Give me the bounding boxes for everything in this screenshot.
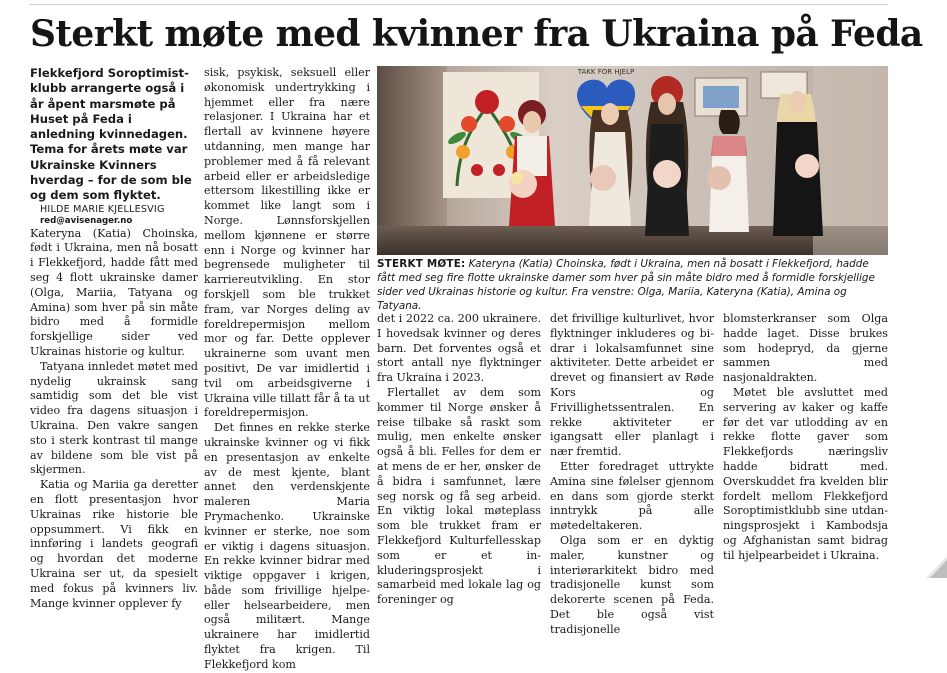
article-column-3 [377, 312, 541, 607]
body-paragraph: sisk, psykisk, seksuell eller økonomisk undertrykking i hjemmet eller fra nære relasjoner. I Ukraina har et flertall av kvinnene høyere utdanning, men mange har problemer med å få relevant arbeid eller er arbeidsledige ettersom likestilling ikke er kommet like langt som i Norge. Lønnsforskjellen mellom kjønnene er større enn i Norge og kvinner har begrensede muligheter til karriereutvikling. En stor forskjell som ble trukket fram, var Norges deling av foreldrepermisjon mellom mor og far. Dette opplever ukrainerne som uvant men positivt, De var imidlertid i tvil om arbeidsgiverne i Ukraina ville tillatt får å ta ut foreldrepermisjon. [204, 66, 370, 420]
body-paragraph: Møtet ble avsluttet med servering av kaker og kaffe før det var utlodding av en rekke flotte gaver som Flekkefjords næringsliv hadde bidratt med. Overskuddet fra kvelden blir fordelt mellom Flekkefjord Soroptimistklubb sine utdanningsprosjekt i Kambodsja og Afghanistan samt bidrag til hjelpearbeidet i Ukraina. [723, 385, 888, 562]
byline-email[interactable]: red@avisenager.no [40, 215, 133, 226]
stage-photo-illustration [377, 66, 888, 255]
column-1-body [30, 227, 198, 612]
heart-sign-text: TAKK FOR HJELP [577, 68, 635, 76]
top-rule [30, 4, 888, 5]
body-paragraph: Tatyana innledet møtet med nydelig ukrainsk sang samtidig som det ble vist video fra dagens situasjon i Ukraina. Den vakre sangen sto i sterk kontrast til mange av bildene som ble vist på skjermen. [30, 359, 198, 477]
body-paragraph: det frivillige kulturlivet, hvor flyktninger inkluderes og bidrar i lokalsamfunnet sine aktiviteter. Dette arbeidet er drevet og finansiert av Røde Kors og Frivillighetssentralen. En rekke aktiviteter er igangsatt eller planlagt i nær fremtid. [550, 312, 714, 459]
body-paragraph: det i 2022 ca. 200 ukrainere. I hovedsak kvinner og deres barn. Det forventes også et stort antall nye flyktninger fra Ukraina i 2023. [377, 312, 541, 385]
headline: Sterkt møte med kvinner fra Ukraina på Feda [30, 13, 923, 55]
body-paragraph: Det finnes en rekke sterke ukrainske kvinner og vi fikk en presentasjon av enkelte av de mest kjente, blant annet den verdenskjente maleren Maria Prymachenko. Ukrainske kvinner er sterke, noe som er viktig i dagens situasjon. En rekke kvinner bidrar med viktige oppgaver i krigen, både som frivillige hjelpe- eller helsearbeidere, men også militært. Mange ukrainere har imidlertid flyktet fra krigen. Til Flekkefjord kom [204, 421, 370, 671]
article-column-2 [204, 66, 370, 671]
body-paragraph: Katia og Mariia ga deretter en flott presentasjon hvor Ukrainas rike historie ble oppsummert. Vi fikk en innføring i landets geografi og hvordan det moderne Ukraina ser ut, da spesielt med fokus på kvinners liv. Mange kvinner opplever fy [30, 478, 198, 610]
byline: HILDE MARIE KJELLESVIG [40, 203, 165, 215]
caption-kicker: STERKT MØTE: [377, 258, 466, 270]
body-paragraph: blomsterkranser som Olga hadde laget. Disse brukes som hodepryd, da gjerne sammen med nasjonaldrakten. [723, 312, 888, 385]
body-paragraph: Etter foredraget uttrykte Amina sine følelser gjennom en dans som gjorde sterkt inntrykk på alle møtedeltakeren. [550, 459, 714, 533]
article-column-4 [550, 312, 714, 636]
body-paragraph: Flertallet av dem som kommer til Norge ønsker å reise tilbake så raskt som mulig, men enkelte ønsker også å bli. Felles for dem er at mens de er her, ønsker de å bidra i samfunnet, lære seg norsk og få seg arbeid. En viktig lokal møteplass som ble trukket fram er Flekkefjord Kulturfellesskap som er et inkluderingsprosjekt i samarbeid med lokale lag og foreninger og [377, 385, 541, 607]
article-column-1 [30, 66, 198, 610]
woman-mariia [589, 103, 632, 226]
article-column-5 [723, 312, 888, 562]
photo-caption [377, 257, 888, 313]
body-paragraph: Olga som er en dyktig maler, kunstner og interiørarkitekt bidro med tradisjonelle kunst som dekorerte scenen på Feda. Det ble også vist tradisjonelle [550, 533, 714, 636]
article-photo[interactable] [377, 66, 888, 255]
lead-paragraph: Flekkefjord Soroptimistklubb arrangerte også i år åpent marsmøte på Huset på Feda i anledning kvinnedagen. Tema for årets møte var Ukrainske Kvinners hverdag – for de som ble og dem som flyktet. [30, 66, 192, 203]
caption-text: Kateryna (Katia) Choinska, født i Ukraina, men nå bosatt i Flekkefjord, hadde fått med seg fire flotte ukrainske damer som hver på sin måte bidro med å formidle forskjellige sider ved Ukrainas historie og kultur. Fra venstre: Olga, Mariia, Kateryna (Katia), Amina og Tatyana. [377, 258, 875, 312]
body-paragraph: Kateryna (Katia) Choinska, født i Ukraina, men nå bosatt i Flekkefjord, hadde fått med seg 4 flott ukrainske damer (Olga, Mariia, Tatyana og Amina) som hver på sin måte bidro med å formidle forskjellige sider ved Ukrainas historie og kultur. [30, 226, 198, 359]
page-curl-icon[interactable] [926, 556, 947, 578]
